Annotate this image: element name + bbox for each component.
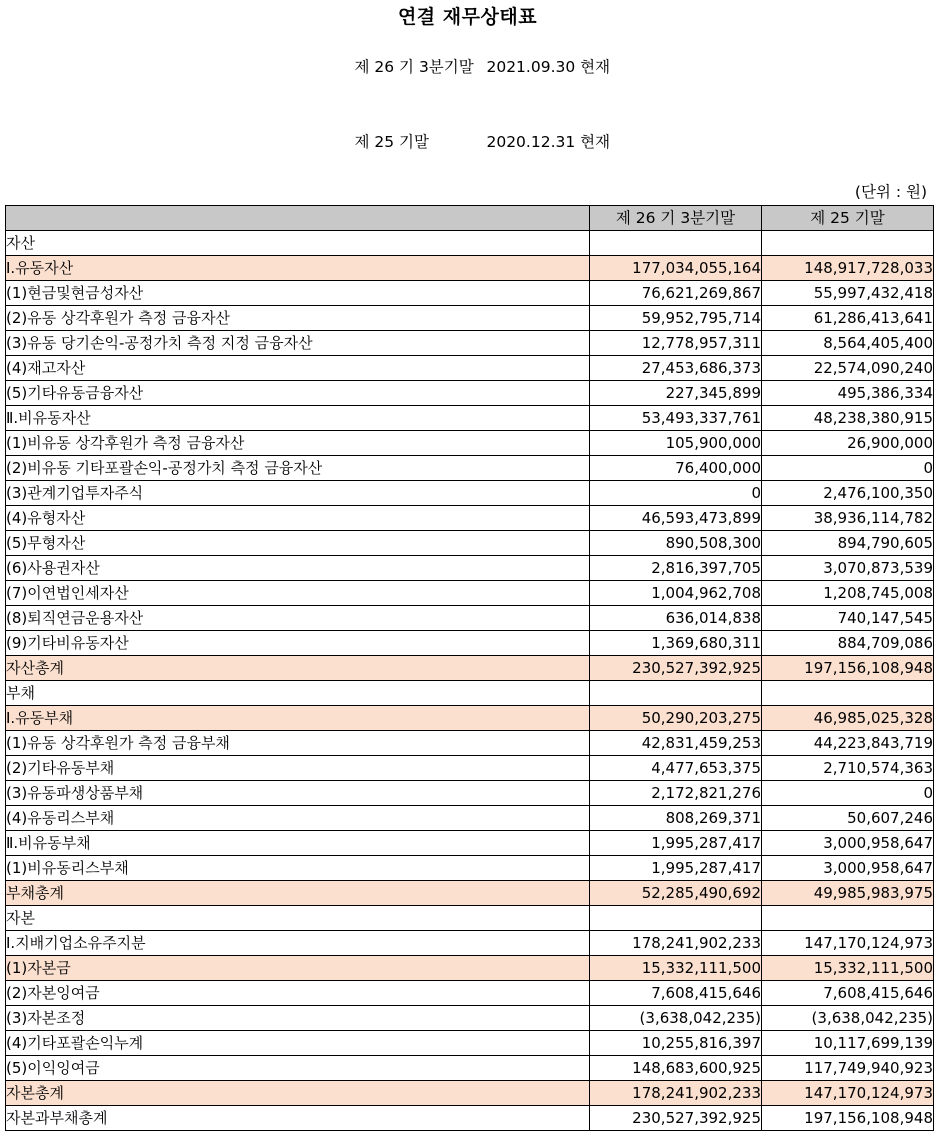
table-row xyxy=(6,581,934,606)
row-value-previous: 1,208,745,008 xyxy=(762,581,934,606)
header-period-previous: 제 25 기말 xyxy=(762,206,934,231)
table-row xyxy=(6,731,934,756)
row-value-previous: 49,985,983,975 xyxy=(762,881,934,906)
row-label: 자본 xyxy=(6,906,590,931)
row-label: (1)비유동 상각후원가 측정 금융자산 xyxy=(6,431,590,456)
table-row xyxy=(6,506,934,531)
table-row xyxy=(6,1056,934,1081)
header-account-column xyxy=(6,206,590,231)
table-row xyxy=(6,431,934,456)
row-label: (1)비유동리스부채 xyxy=(6,856,590,881)
row-value-current: 2,816,397,705 xyxy=(590,556,762,581)
subtitle-previous-label: 제 25 기말 xyxy=(354,133,429,151)
table-row xyxy=(6,881,934,906)
row-value-current: 890,508,300 xyxy=(590,531,762,556)
unit-note: (단위 : 원) xyxy=(854,183,927,201)
row-label: Ⅱ.비유동자산 xyxy=(6,406,590,431)
row-value-current: 59,952,795,714 xyxy=(590,306,762,331)
row-value-previous: 495,386,334 xyxy=(762,381,934,406)
table-row xyxy=(6,281,934,306)
row-value-current: 12,778,957,311 xyxy=(590,331,762,356)
subtitle-current-date: 2021.09.30 현재 xyxy=(486,58,611,76)
row-label: (4)재고자산 xyxy=(6,356,590,381)
row-value-previous: 3,000,958,647 xyxy=(762,831,934,856)
row-value-previous: 44,223,843,719 xyxy=(762,731,934,756)
row-label: (9)기타비유동자산 xyxy=(6,631,590,656)
row-value-current: 50,290,203,275 xyxy=(590,706,762,731)
row-label: 부채총계 xyxy=(6,881,590,906)
row-label: 자본과부채총계 xyxy=(6,1106,590,1131)
row-label: (3)유동 당기손익-공정가치 측정 지정 금융자산 xyxy=(6,331,590,356)
row-value-current: 177,034,055,164 xyxy=(590,256,762,281)
subtitle-previous-period xyxy=(354,130,486,155)
table-row xyxy=(6,756,934,781)
row-label: (1)유동 상각후원가 측정 금융부채 xyxy=(6,731,590,756)
row-value-current: 46,593,473,899 xyxy=(590,506,762,531)
row-value-previous xyxy=(762,231,934,256)
row-value-current xyxy=(590,681,762,706)
row-value-current: 636,014,838 xyxy=(590,606,762,631)
row-label: 자본총계 xyxy=(6,1081,590,1106)
row-value-current: 1,369,680,311 xyxy=(590,631,762,656)
row-value-current: 4,477,653,375 xyxy=(590,756,762,781)
row-value-current: 7,608,415,646 xyxy=(590,981,762,1006)
row-value-previous: 8,564,405,400 xyxy=(762,331,934,356)
table-row xyxy=(6,906,934,931)
row-value-current xyxy=(590,906,762,931)
subtitle-current-quarter: 3분기말 xyxy=(418,58,474,76)
row-value-previous: (3,638,042,235) xyxy=(762,1006,934,1031)
table-row xyxy=(6,481,934,506)
row-value-current: 230,527,392,925 xyxy=(590,1106,762,1131)
row-label: (2)자본잉여금 xyxy=(6,981,590,1006)
row-value-previous: 148,917,728,033 xyxy=(762,256,934,281)
row-label: (8)퇴직연금운용자산 xyxy=(6,606,590,631)
table-row xyxy=(6,656,934,681)
row-value-current: 10,255,816,397 xyxy=(590,1031,762,1056)
table-row xyxy=(6,456,934,481)
row-value-current: 1,004,962,708 xyxy=(590,581,762,606)
row-label: Ⅰ.지배기업소유주지분 xyxy=(6,931,590,956)
row-value-previous: 147,170,124,973 xyxy=(762,1081,934,1106)
table-header-row xyxy=(6,206,934,231)
row-label: (7)이연법인세자산 xyxy=(6,581,590,606)
row-value-previous: 884,709,086 xyxy=(762,631,934,656)
row-value-current: 42,831,459,253 xyxy=(590,731,762,756)
row-value-previous: 50,607,246 xyxy=(762,806,934,831)
row-label: (2)유동 상각후원가 측정 금융자산 xyxy=(6,306,590,331)
row-value-current: 1,995,287,417 xyxy=(590,856,762,881)
row-label: (3)관계기업투자주식 xyxy=(6,481,590,506)
table-row xyxy=(6,1106,934,1131)
table-row xyxy=(6,306,934,331)
table-header xyxy=(6,206,934,231)
row-value-previous: 117,749,940,923 xyxy=(762,1056,934,1081)
row-value-current: 0 xyxy=(590,481,762,506)
row-value-previous: 197,156,108,948 xyxy=(762,1106,934,1131)
row-label: (6)사용권자산 xyxy=(6,556,590,581)
table-row xyxy=(6,981,934,1006)
subtitle-current-label: 제 26 기 xyxy=(354,58,414,76)
row-label: (5)무형자산 xyxy=(6,531,590,556)
table-row xyxy=(6,631,934,656)
table-row xyxy=(6,706,934,731)
page-title: 연결 재무상태표 xyxy=(397,6,538,28)
row-value-current xyxy=(590,231,762,256)
row-value-current: 227,345,899 xyxy=(590,381,762,406)
table-row xyxy=(6,1081,934,1106)
row-value-previous: 740,147,545 xyxy=(762,606,934,631)
row-label: (4)기타포괄손익누계 xyxy=(6,1031,590,1056)
row-label: Ⅰ.유동부채 xyxy=(6,706,590,731)
table-row xyxy=(6,1006,934,1031)
subtitle-period-previous xyxy=(0,105,935,180)
subtitle-period-current xyxy=(0,30,935,105)
table-row xyxy=(6,956,934,981)
table-body xyxy=(6,231,934,1131)
row-label: (4)유형자산 xyxy=(6,506,590,531)
row-label: 자산 xyxy=(6,231,590,256)
row-label: Ⅰ.유동자산 xyxy=(6,256,590,281)
table-row xyxy=(6,856,934,881)
row-value-previous: 3,000,958,647 xyxy=(762,856,934,881)
row-value-previous: 38,936,114,782 xyxy=(762,506,934,531)
row-value-previous: 15,332,111,500 xyxy=(762,956,934,981)
row-value-previous xyxy=(762,681,934,706)
row-value-previous: 894,790,605 xyxy=(762,531,934,556)
table-row xyxy=(6,1031,934,1056)
row-value-current: 52,285,490,692 xyxy=(590,881,762,906)
row-value-previous: 2,710,574,363 xyxy=(762,756,934,781)
row-value-current: (3,638,042,235) xyxy=(590,1006,762,1031)
row-value-previous: 61,286,413,641 xyxy=(762,306,934,331)
row-value-current: 2,172,821,276 xyxy=(590,781,762,806)
table-row xyxy=(6,406,934,431)
row-label: (5)이익잉여금 xyxy=(6,1056,590,1081)
table-row xyxy=(6,806,934,831)
row-value-current: 15,332,111,500 xyxy=(590,956,762,981)
subtitle-previous-date: 2020.12.31 현재 xyxy=(486,133,611,151)
table-row xyxy=(6,256,934,281)
row-label: (3)유동파생상품부채 xyxy=(6,781,590,806)
row-value-previous: 0 xyxy=(762,456,934,481)
table-row xyxy=(6,231,934,256)
table-row xyxy=(6,781,934,806)
row-label: 부채 xyxy=(6,681,590,706)
row-value-current: 178,241,902,233 xyxy=(590,1081,762,1106)
row-label: (1)자본금 xyxy=(6,956,590,981)
row-value-previous: 3,070,873,539 xyxy=(762,556,934,581)
row-value-current: 53,493,337,761 xyxy=(590,406,762,431)
row-value-previous: 0 xyxy=(762,781,934,806)
table-row xyxy=(6,556,934,581)
table-row xyxy=(6,681,934,706)
row-label: (2)기타유동부채 xyxy=(6,756,590,781)
row-value-previous: 147,170,124,973 xyxy=(762,931,934,956)
row-value-previous xyxy=(762,906,934,931)
table-container xyxy=(0,205,935,1131)
row-value-current: 230,527,392,925 xyxy=(590,656,762,681)
row-value-current: 148,683,600,925 xyxy=(590,1056,762,1081)
table-row xyxy=(6,931,934,956)
row-label: (4)유동리스부채 xyxy=(6,806,590,831)
title-block xyxy=(0,0,935,180)
row-value-current: 105,900,000 xyxy=(590,431,762,456)
row-label: (3)자본조정 xyxy=(6,1006,590,1031)
row-label: (2)비유동 기타포괄손익-공정가치 측정 금융자산 xyxy=(6,456,590,481)
row-value-previous: 7,608,415,646 xyxy=(762,981,934,1006)
row-value-previous: 22,574,090,240 xyxy=(762,356,934,381)
row-value-current: 76,621,269,867 xyxy=(590,281,762,306)
row-value-previous: 55,997,432,418 xyxy=(762,281,934,306)
row-value-previous: 26,900,000 xyxy=(762,431,934,456)
row-label: Ⅱ.비유동부채 xyxy=(6,831,590,856)
header-period-current: 제 26 기 3분기말 xyxy=(590,206,762,231)
row-label: (5)기타유동금융자산 xyxy=(6,381,590,406)
row-label: 자산총계 xyxy=(6,656,590,681)
row-value-current: 808,269,371 xyxy=(590,806,762,831)
row-value-current: 76,400,000 xyxy=(590,456,762,481)
table-row xyxy=(6,531,934,556)
subtitle-current-period xyxy=(354,55,486,80)
row-value-current: 1,995,287,417 xyxy=(590,831,762,856)
row-value-previous: 10,117,699,139 xyxy=(762,1031,934,1056)
table-row xyxy=(6,381,934,406)
row-label: (1)현금및현금성자산 xyxy=(6,281,590,306)
row-value-current: 178,241,902,233 xyxy=(590,931,762,956)
row-value-previous: 197,156,108,948 xyxy=(762,656,934,681)
row-value-previous: 46,985,025,328 xyxy=(762,706,934,731)
table-row xyxy=(6,606,934,631)
table-row xyxy=(6,356,934,381)
table-row xyxy=(6,331,934,356)
balance-sheet-table xyxy=(5,205,934,1131)
row-value-current: 27,453,686,373 xyxy=(590,356,762,381)
row-value-previous: 48,238,380,915 xyxy=(762,406,934,431)
table-row xyxy=(6,831,934,856)
row-value-previous: 2,476,100,350 xyxy=(762,481,934,506)
